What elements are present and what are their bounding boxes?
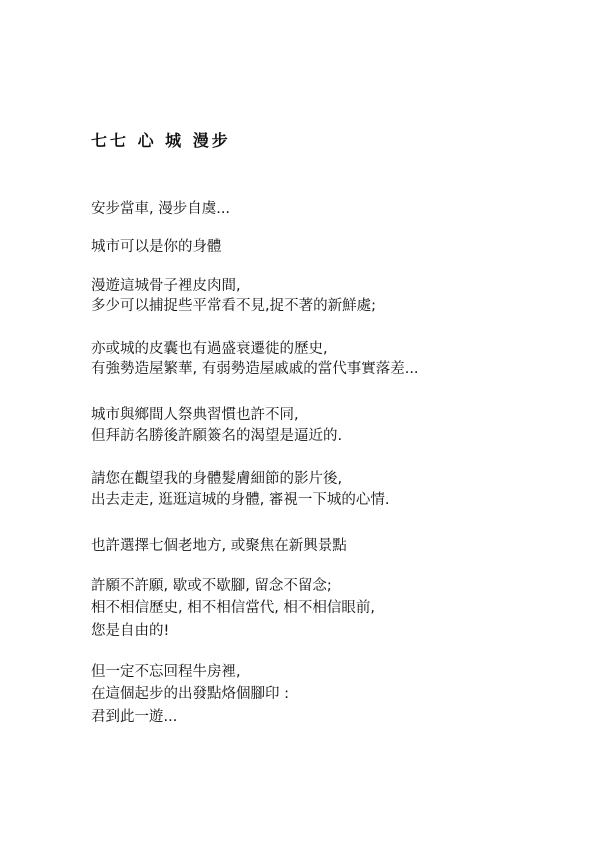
page-title: 七七 心 城 漫步	[91, 131, 231, 150]
paragraph-line: 也許選擇七個老地方, 或聚焦在新興景點	[91, 538, 347, 554]
paragraph-line: 安步當車, 漫步自虞...	[91, 201, 231, 217]
paragraph-line: 但一定不忘回程牛房裡,	[91, 664, 241, 680]
paragraph-line: 亦或城的皮囊也有過盛衰遷徙的歷史,	[91, 341, 328, 357]
paragraph-line: 許願不許願, 歇或不歇腳, 留念不留念;	[91, 578, 332, 594]
paragraph-line: 有強勢造屋繁華, 有弱勢造屋戚戚的當代事實落差...	[91, 361, 419, 377]
paragraph-line: 您是自由的!	[91, 623, 170, 639]
paragraph-line: 請您在觀望我的身體髮膚細節的影片後,	[91, 471, 343, 487]
paragraph-line: 漫遊這城骨子裡皮肉間,	[91, 278, 241, 294]
paragraph-line: 城市可以是你的身體	[91, 239, 222, 255]
paragraph-line: 但拜訪名勝後許願簽名的渴望是逼近的.	[91, 428, 343, 444]
paragraph-line: 在這個起步的出發點烙個腳印 :	[91, 686, 289, 702]
paragraph-line: 城市與鄉間人祭典習慣也許不同,	[91, 407, 299, 423]
paragraph-line: 君到此一遊...	[91, 709, 178, 725]
paragraph-line: 出去走走, 逛逛這城的身體, 審視一下城的心情.	[91, 492, 390, 508]
paragraph-line: 多少可以捕捉些平常看不見,捉不著的新鮮處;	[91, 298, 376, 314]
paragraph-line: 相不相信歷史, 相不相信當代, 相不相信眼前,	[91, 600, 376, 616]
